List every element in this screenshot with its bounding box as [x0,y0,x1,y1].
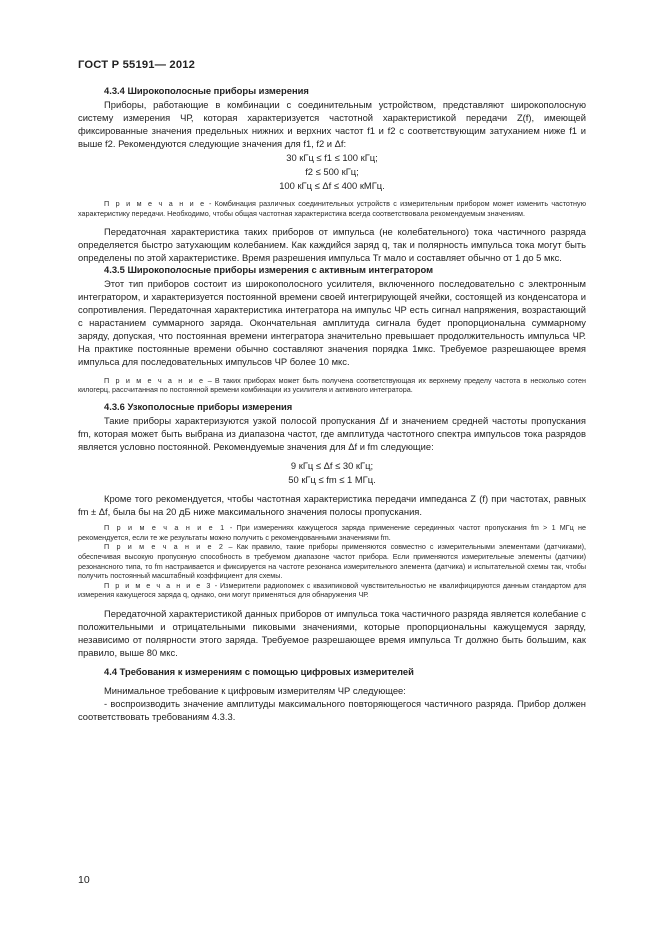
formula-line: 9 кГц ≤ Δf ≤ 30 кГц; [290,459,374,471]
note-text: – Как правило, такие приборы применяются совместно с измерительными элементами (датчиками), обеспечивая высокую пропускную способность в требуемом диапазоне частот прибора. Если применяются измерительные элементы (датчики) резонансного типа, то fm настраивается и фиксируется на частоте резонанса измерительного элемента (датчика) и испытательной схемы так, чтобы получить постоянный масштабный коэффициент для схемы. [78,542,586,581]
page-number: 10 [78,874,90,886]
note-label: П р и м е ч а н и е 1 [104,523,226,533]
paragraph: Кроме того рекомендуется, чтобы частотная характеристика передачи импеданса Z (f) при частотах, равных fm ± Δf, была бы на 20 дБ ниже максимального значения полосы пропускания. [78,492,586,518]
note-label: П р и м е ч а н и е 2 [104,542,225,552]
page-content [78,85,586,724]
paragraph: Передаточная характеристика таких приборов от импульса (не колебательного) тока частичного разряда определяется быстро затухающим колебанием. Как каждийся заряд q, так и полярность импульса тока могут быть определены по этой характеристике. Время разрешения импульса Tr мало и составляет обычно от 1 до 5 мкс. [78,225,586,263]
section-heading-4-4: 4.4 Требования к измерениям с помощью цифровых измерителей [104,666,414,678]
document-header: ГОСТ Р 55191— 2012 [78,59,196,71]
note-label: П р и м е ч а н и е 3 [104,580,212,590]
note-text: - При измерениях кажущегося заряда применение серединных частот пропускания fm > 1 МГц не рекомендуется, если те же результаты можно получить с рекомендованными значениями fm. [78,523,586,542]
paragraph: - воспроизводить значение амплитуды максимального повторяющегося частичного разряда. Прибор должен соответствовать требованиям 4.3.3. [78,698,586,723]
formula-line: f2 ≤ 500 кГц; [305,166,359,178]
section-heading-4-3-6: 4.3.6 Узкополосные приборы измерения [104,400,293,412]
paragraph: Приборы, работающие в комбинации с соединительным устройством, представляют широкополосную систему измерения ЧР, которая характеризуется частотной характеристикой передачи Z(f), имеющей фиксированные значения предельных нижних и верхних частот f1 и f2 с соответствующим затуханием ниже f1 и выше f2. Рекомендуются следующие значения для f1, f2 и Δf: [78,99,586,150]
note-label: П р и м е ч а н и е [104,199,206,209]
note [78,376,586,395]
formula-line: 100 кГц ≤ Δf ≤ 400 кМГц. [279,180,385,192]
paragraph: Передаточной характеристикой данных приборов от импульса тока частичного разряда является колебание с положительными и отрицательными пиковыми значениями, которые пропорциональны кажущемуся заряду, независимо от полярности этого заряда. Требуемое разрешающее время импульса Tr должно быть большим, как правило, выше 80 мкс. [78,607,586,659]
formula-line: 50 кГц ≤ fm ≤ 1 МГц. [288,473,376,485]
note-3 [78,581,586,600]
note [78,199,586,218]
note-text: - Комбинация различных соединительных устройств с измерительным прибором может изменить частотную характеристику передачи. Необходимо, чтобы общая частотная характеристика всегда соответствовала рекомендуемым значениям. [78,199,587,218]
note-2 [78,542,586,580]
section-heading-4-3-4: 4.3.4 Широкополосные приборы измерения [104,85,309,96]
section-heading-4-3-5: 4.3.5 Широкополосные приборы измерения с активным интегратором [104,263,434,275]
note-label: П р и м е ч а н и е [104,375,205,385]
formula-line: 30 кГц ≤ f1 ≤ 100 кГц; [286,152,378,164]
paragraph: Минимальное требование к цифровым измерителям ЧР следующее: [104,685,406,697]
note-1 [78,523,586,542]
note-text: - Измерители радиопомех с квазипиковой чувствительностью не квалифицируются данным стандартом для измерения кажущегося заряда q, однако, они могут применяться для обнаружения ЧР. [78,580,586,600]
paragraph: Этот тип приборов состоит из широкополосного усилителя, включенного последовательно с электронным интегратором, и характеризуется постоянной времени своей интегрирующей ячейки, состоящей из конденсатора и сопротивления. Передаточная характеристика интегратора на импульс ЧР есть сигнал напряжения, возрастающий с нарастанием суммарного заряда. Окончательная амплитуда сигнала будет пропорциональна суммарному заряду, допуская, что постоянная времени интегратора значительно превышает продолжительность импульса ЧР. На практике постоянные времени обычно составляют значения порядка 1мкс. Требуемое разрешающее время импульса для последовательных импульсов ЧР более 10 мкс. [78,277,586,368]
note-text: – В таких приборах может быть получена соответствующая их верхнему пределу частота в несколько сотен килогерц, рассчитанная по постоянной времени комбинации из усилителя и активного интегратора. [78,375,587,395]
paragraph: Такие приборы характеризуются узкой полосой пропускания Δf и значением средней частоты пропускания fm, которая может быть выбрана из диапазона частот, где амплитуда частотного спектра импульсов тока разрядов является условно постоянной. Рекомендуемые значения для Δf и fm следующие: [78,414,586,452]
